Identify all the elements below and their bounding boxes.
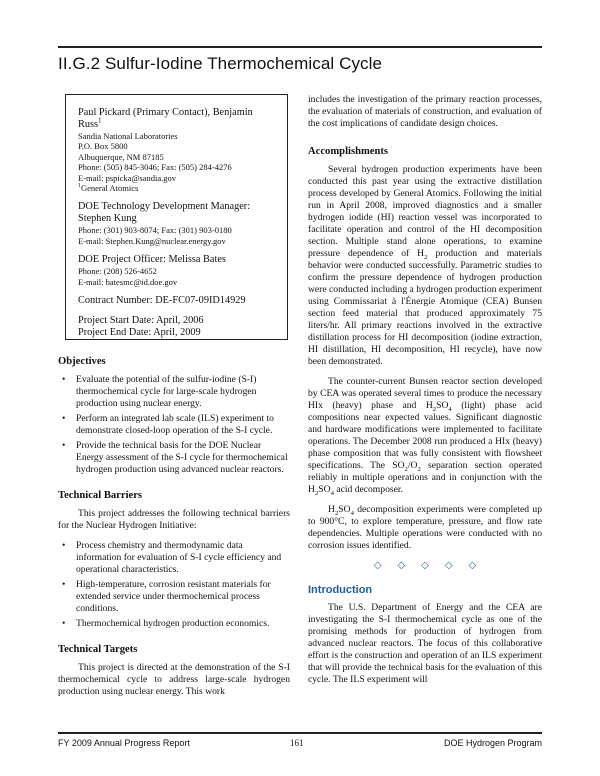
accomplishments-paragraph: Several hydrogen production experiments have been conducted this past year using the extractive distillation process developed by General Atomics. Following the initial run in April 2008, improved diagnostics and a smaller hydrogen iodide (HI) reaction vessel was incorporated to facilitate operation and control of the HI decomposition section. Multiple stand alone operations, to examine pressure dependence of $H_2$ production and materials behavior were conducted successfully. Parametric studies to confirm the pressure dependence of hydrogen production were conducted including a hydrogen production experiment using Commissariat à l'Énergie Atomique (CEA) Bunsen section feed material that produced approximately 75 liters/hr. All primary reactions involved in the extractive distillation process for HI decomposition (iodine extraction, HI distillation, HI decomposition, HI recycle), have now been demonstrated. (308, 164, 542, 367)
page-title: II.G.2 Sulfur-Iodine Thermochemical Cycle (58, 54, 383, 73)
org-line: E-mail: pspicka@sandia.gov (78, 172, 176, 183)
accomplishments-paragraph: The counter-current Bunsen reactor section developed by CEA was operated several times to produce the necessary HIx (heavy) phase and $H_2SO_4$ (light) phase acid compositions near expected values. Significant diagnostic and hardware modifications were implemented to facilitate operations. The December 2008 run produced a HIx (heavy) phase composition that was fully consistent with flowsheet specifications. The $SO_2/O_2$ separation section operated reliably in multiple operations and in conjunction with the $H_2SO_4$ acid decomposer. (308, 376, 542, 497)
org-line: P.O. Box 5800 (78, 141, 128, 152)
page-number: 161 (290, 738, 304, 748)
doe-manager-line: E-mail: Stephen.Kung@nuclear.energy.gov (78, 235, 226, 246)
introduction-text: The U.S. Department of Energy and the CEA are investigating the S-I thermochemical cycle as one of the promising methods for production of hydrogen from advanced nuclear reactors. The focus of this collaborative effort is the construction and operation of an ILS experiment that will provide the technical basis for the evaluation of this cycle. The ILS experiment will (308, 602, 542, 685)
contract-number: Contract Number: DE-FC07-09ID14929 (78, 295, 246, 307)
authors: Paul Pickard (Primary Contact), Benjamin Russ$^1$ (78, 107, 253, 130)
objectives-heading: Objectives (58, 356, 106, 367)
right-column (308, 94, 542, 694)
diamond-icon: ◇ (468, 560, 477, 571)
project-start: Project Start Date: April, 2006 (78, 315, 204, 327)
contact-box (65, 94, 288, 340)
objectives-list (58, 374, 290, 476)
list-item: • Provide the technical basis for the DOE Nuclear Energy assessment of the S-I cycle for thermochemical hydrogen production using advanced nuclear reactors. (58, 440, 290, 476)
diamond-icon: ◇ (397, 560, 406, 571)
doe-manager-line: Phone: (301) 903-8074; Fax: (301) 903-0180 (78, 225, 232, 236)
targets-heading: Technical Targets (58, 644, 138, 655)
objectives-section (58, 356, 290, 476)
org-line: Phone: (505) 845-3046; Fax: (505) 284-4276 (78, 162, 232, 173)
barriers-heading: Technical Barriers (58, 490, 143, 501)
list-item: • Perform an integrated lab scale (ILS) experiment to demonstrate closed-loop operation of the S-I cycle. (58, 413, 290, 437)
targets-text: This project is directed at the demonstration of the S-I thermochemical cycle to address large-scale hydrogen production using nuclear energy. This work (58, 662, 290, 697)
diamond-icon: ◇ (444, 560, 453, 571)
doe-officer-line: Phone: (208) 526-4652 (78, 266, 157, 277)
doe-manager-name: Stephen Kung (78, 213, 137, 225)
barriers-list (58, 540, 290, 630)
accomplishments-heading: Accomplishments (308, 146, 389, 157)
barriers-intro: This project addresses the following technical barriers for the Nuclear Hydrogen Initiative: (58, 508, 290, 531)
diamond-icon: ◇ (421, 560, 429, 571)
bottom-rule (58, 732, 542, 734)
list-item: • Thermochemical hydrogen production economics. (58, 618, 290, 630)
doe-officer: DOE Project Officer: Melissa Bates (78, 254, 226, 266)
targets-section (58, 644, 290, 698)
list-item: • Process chemistry and thermodynamic data information for evaluation of S-I cycle efficiency and operational characteristics. (58, 540, 290, 576)
introduction-heading: Introduction (308, 584, 373, 596)
project-end: Project End Date: April, 2009 (78, 327, 201, 339)
footer-report: FY 2009 Annual Progress Report (58, 738, 190, 748)
accomplishments-paragraph: $H_2SO_4$ decomposition experiments were completed up to 900°C, to explore temperature, pressure, and flow rate dependencies. Multiple operations were conducted with no corrosion issues identified. (308, 504, 542, 551)
org-line: Albuquerque, NM 87185 (78, 151, 164, 162)
list-item: • Evaluate the potential of the sulfur-iodine (S-I) thermochemical cycle for large-scale hydrogen production using nuclear energy. (58, 374, 290, 410)
doe-officer-line: E-mail: batesmc@id.doe.gov (78, 276, 178, 287)
affiliation: $^1$General Atomics (78, 183, 139, 194)
section-divider (308, 560, 542, 572)
org-line: Sandia National Laboratories (78, 131, 178, 141)
continued-text: includes the investigation of the primary reaction processes, the evaluation of materials of construction, and evaluation of the cost implications of candidate design choices. (308, 94, 542, 129)
doe-manager-label: DOE Technology Development Manager: (78, 201, 251, 213)
footer-program: DOE Hydrogen Program (443, 738, 542, 748)
top-rule (58, 46, 542, 48)
barriers-section (58, 490, 290, 630)
left-column (58, 356, 290, 712)
list-item: • High-temperature, corrosion resistant materials for extended service under thermochemical process conditions. (58, 579, 290, 615)
diamond-icon: ◇ (373, 560, 382, 571)
